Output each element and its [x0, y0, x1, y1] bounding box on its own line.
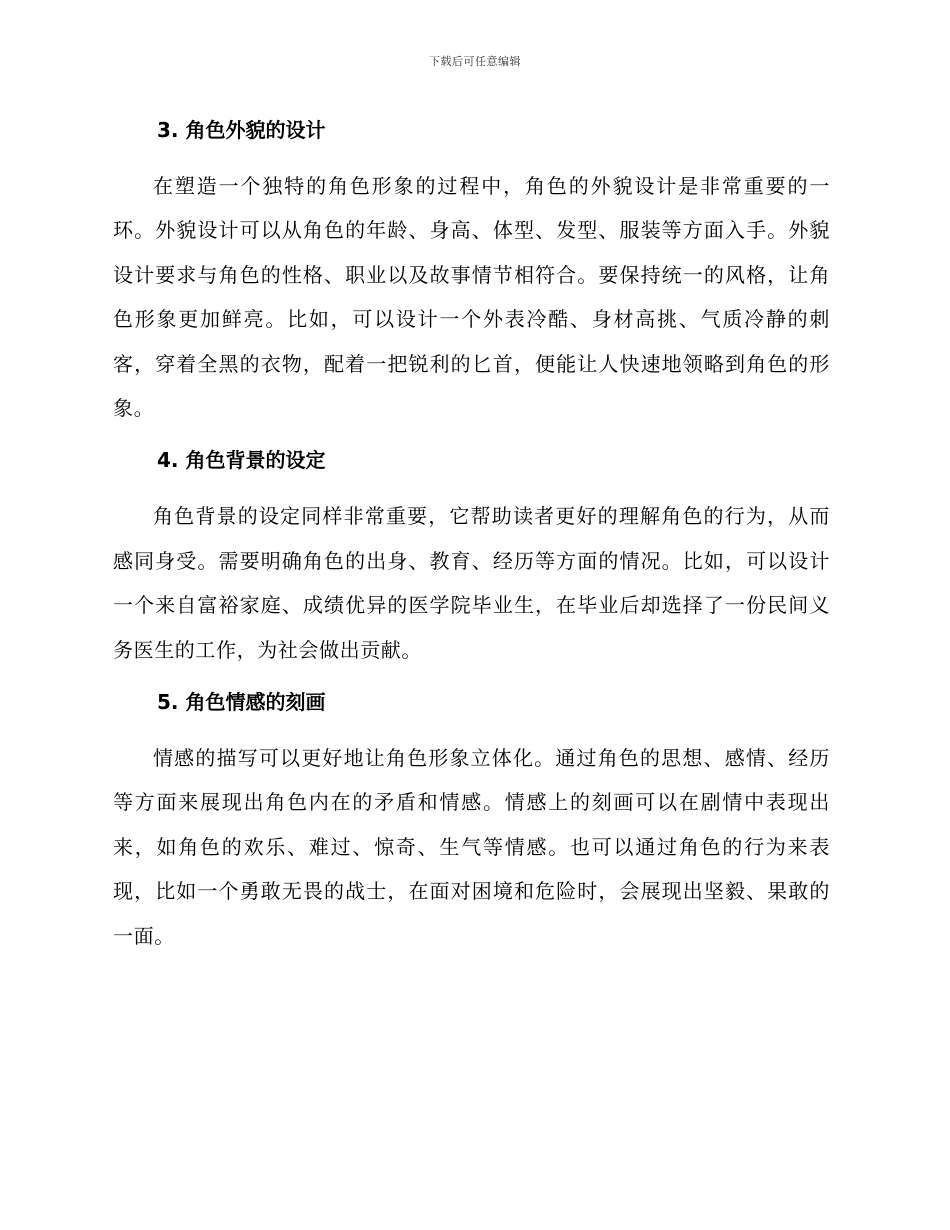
section-paragraph: 角色背景的设定同样非常重要，它帮助读者更好的理解角色的行为，从而感同身受。需要明确角色的出身、教育、经历等方面的情况。比如，可以设计一个来自富裕家庭、成绩优异的医学院毕业生，在毕业后却选择了一份民间义务医生的工作，为社会做出贡献。: [113, 504, 830, 662]
section-appearance-design: [113, 108, 830, 430]
page-header: 下载后可任意编辑: [429, 55, 521, 68]
section-heading: 3. 角色外貌的设计: [157, 118, 326, 142]
section-paragraph: 情感的描写可以更好地让角色形象立体化。通过角色的思想、感情、经历等方面来展现出角色内在的矛盾和情感。情感上的刻画可以在剧情中表现出来，如角色的欢乐、难过、惊奇、生气等情感。也可以通过角色的行为来表现，比如一个勇敢无畏的战士，在面对困境和危险时，会展现出坚毅、果敢的一面。: [113, 746, 830, 948]
section-emotion-portrayal: [113, 680, 830, 958]
document-body: [113, 108, 830, 958]
section-heading: 4. 角色背景的设定: [157, 448, 326, 473]
section-background-setting: [113, 438, 830, 672]
section-paragraph: 在塑造一个独特的角色形象的过程中，角色的外貌设计是非常重要的一环。外貌设计可以从角色的年龄、身高、体型、发型、服装等方面入手。外貌设计要求与角色的性格、职业以及故事情节相符合。要保持统一的风格，让角色形象更加鲜亮。比如，可以设计一个外表冷酷、身材高挑、气质冷静的刺客，穿着全黑的衣物，配着一把锐利的匕首，便能让人快速地领略到角色的形象。: [113, 174, 830, 421]
section-heading: 5. 角色情感的刻画: [157, 690, 326, 715]
